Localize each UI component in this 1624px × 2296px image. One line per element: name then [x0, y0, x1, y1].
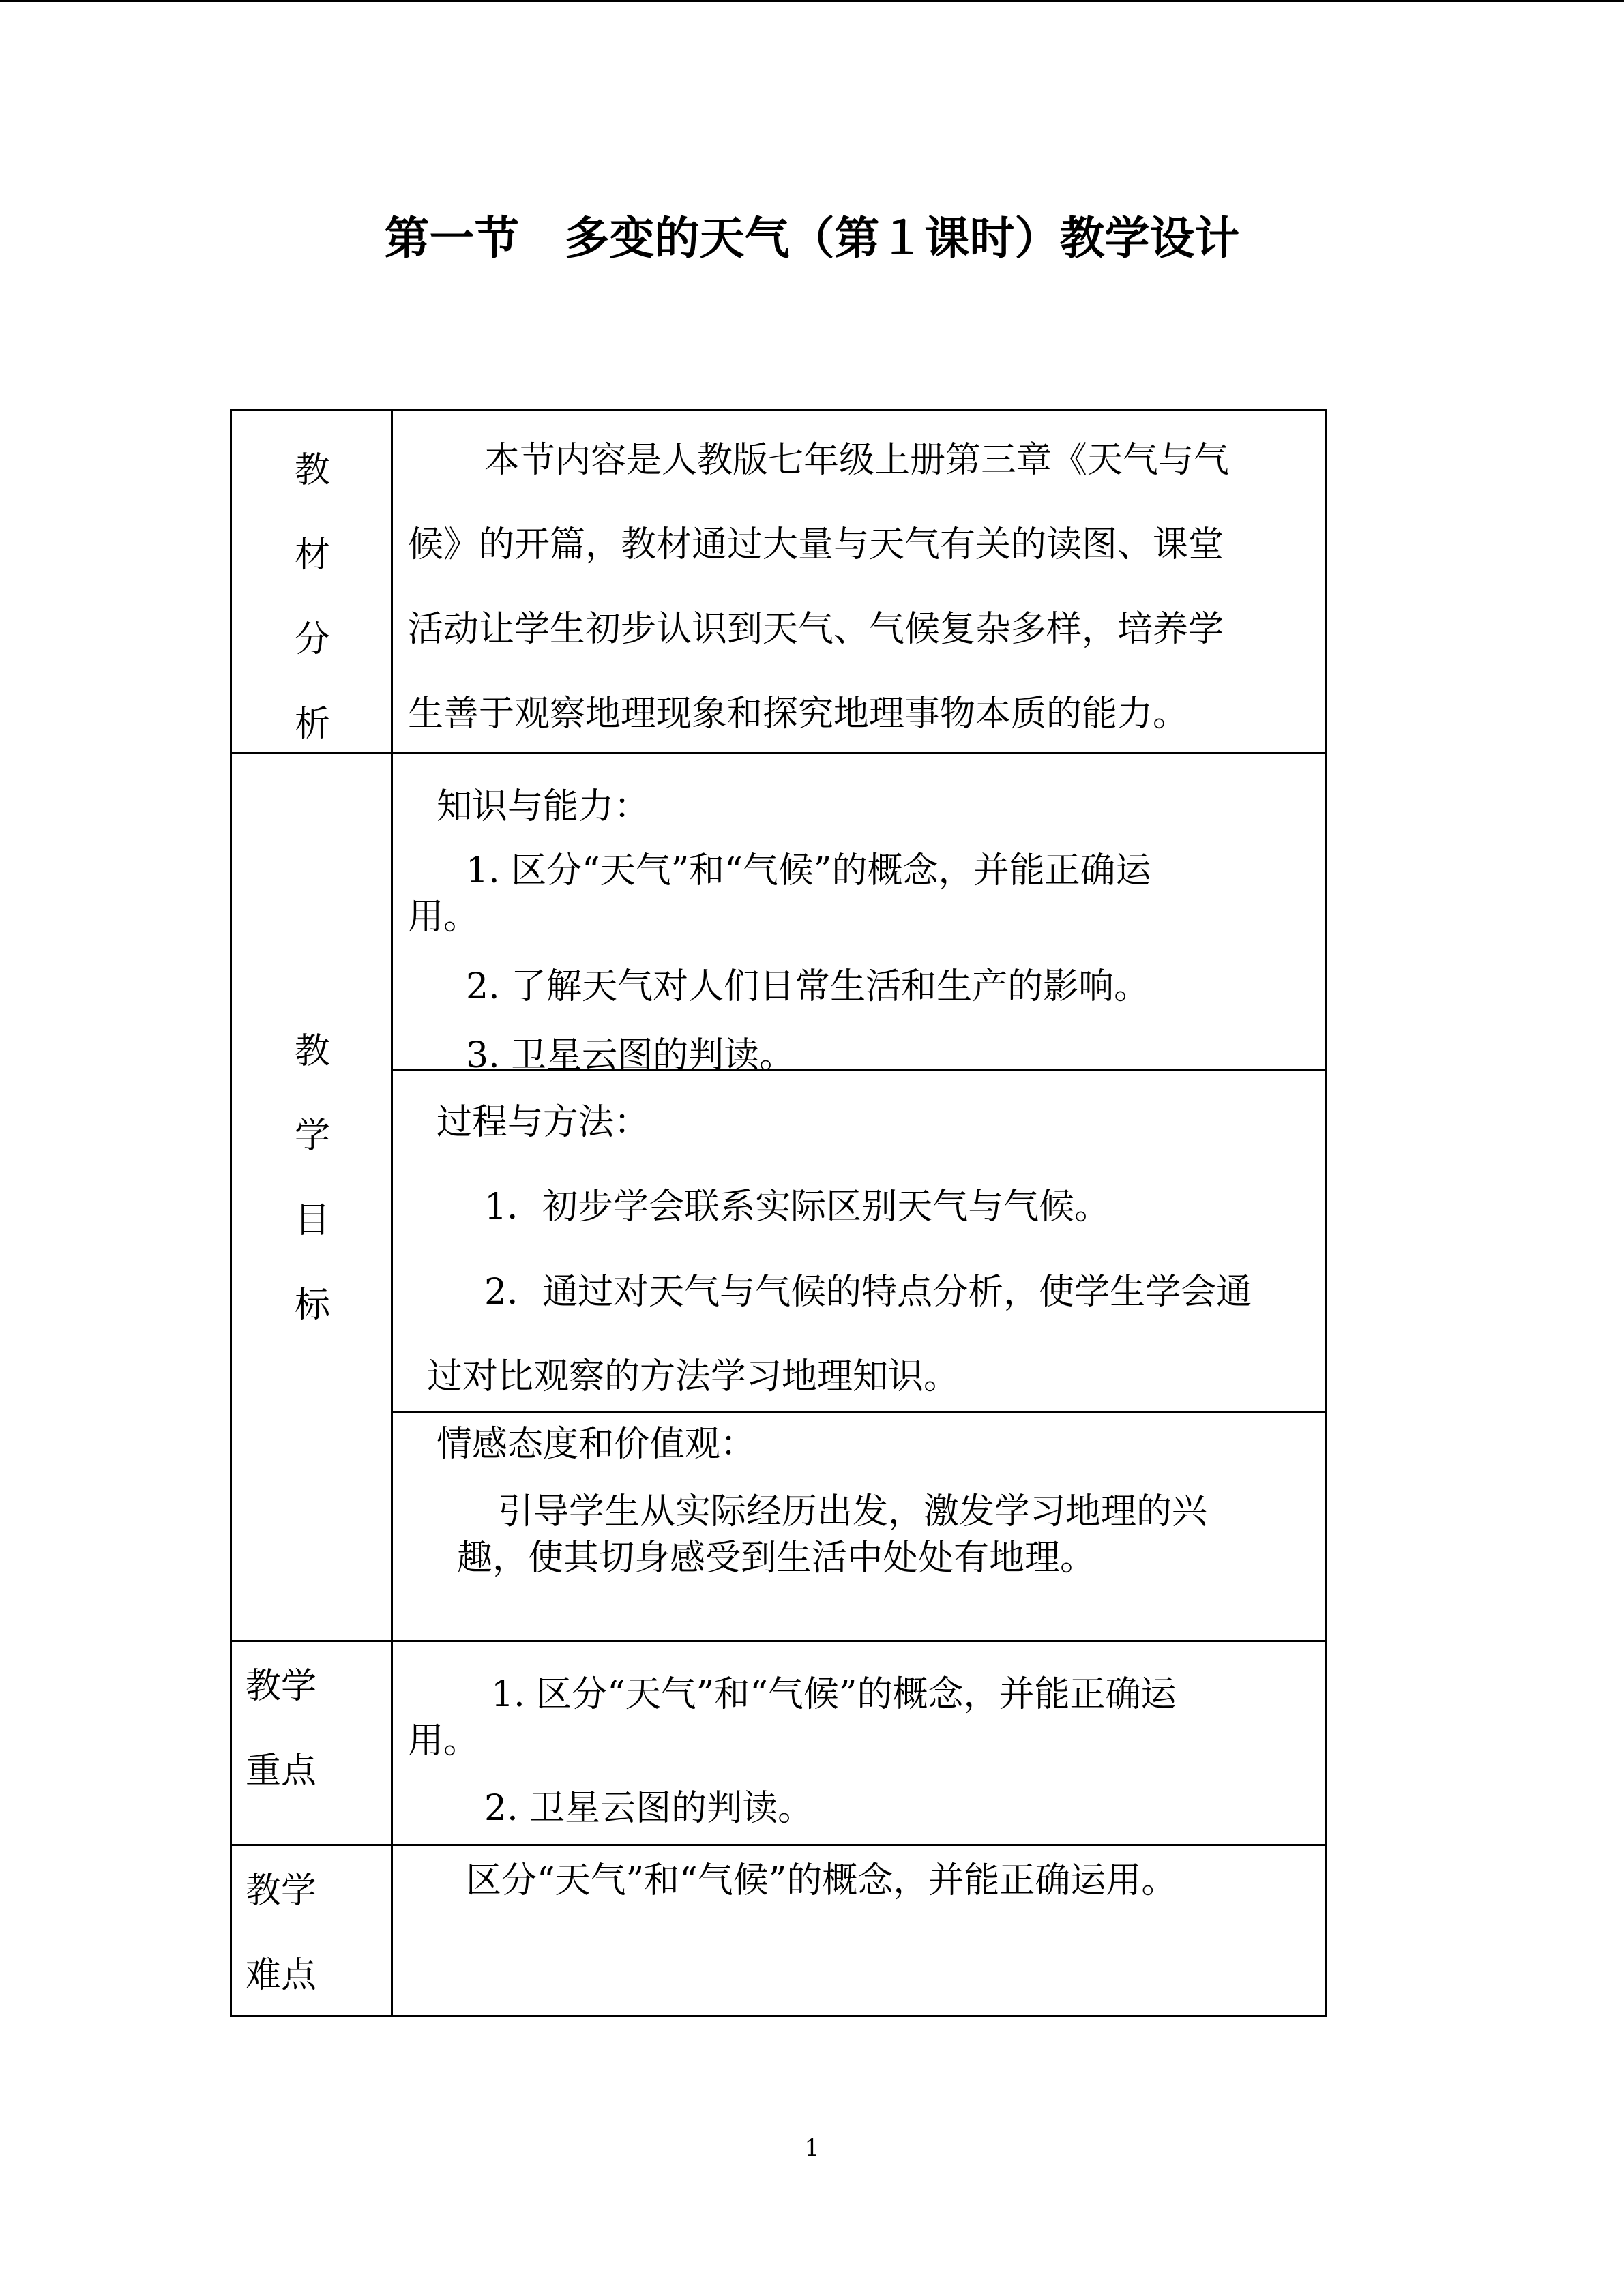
knowledge-item-3: 3. 卫星云图的判读。 — [466, 1035, 795, 1076]
label-char: 教 — [294, 1031, 330, 1072]
analysis-line-2: 候》的开篇，教材通过大量与天气有关的读图、课堂 — [408, 524, 1224, 565]
emotion-line-2: 趣，使其切身感受到生活中处处有地理。 — [457, 1538, 1096, 1579]
label-char: 析 — [294, 704, 330, 745]
process-item-1: 1．初步学会联系实际区别天气与气候。 — [484, 1187, 1110, 1227]
subrow-divider-process — [393, 1411, 1327, 1413]
knowledge-item-1: 1. 区分“天气”和“气候”的概念，并能正确运 — [466, 850, 1151, 891]
label-key-points — [246, 1644, 389, 1813]
label-difficulties — [246, 1849, 389, 2018]
table-top-border — [230, 409, 1327, 411]
label-char: 学 — [294, 1116, 330, 1157]
page-number: 1 — [804, 2134, 820, 2162]
process-heading: 过程与方法： — [437, 1102, 650, 1143]
table-right-border — [1325, 409, 1327, 2017]
label-line: 教学 — [246, 1666, 317, 1707]
table-bottom-border — [230, 2015, 1327, 2017]
analysis-line-1: 本节内容是人教版七年级上册第三章《天气与气 — [484, 440, 1230, 481]
label-line: 教学 — [246, 1870, 317, 1911]
page-title: 第一节 多变的天气（第１课时）教学设计 — [384, 212, 1240, 265]
label-line: 重点 — [246, 1750, 317, 1791]
row-divider-analysis — [230, 752, 1327, 754]
knowledge-item-1-cont: 用。 — [408, 897, 479, 938]
label-teaching-objectives — [232, 1009, 393, 1347]
knowledge-heading: 知识与能力： — [437, 786, 650, 827]
emotion-line-1: 引导学生从实际经历出发，激发学习地理的兴 — [498, 1491, 1208, 1532]
process-item-2-cont: 过对比观察的方法学习地理知识。 — [427, 1356, 960, 1397]
label-textbook-analysis — [232, 428, 393, 766]
knowledge-item-2: 2. 了解天气对人们日常生活和生产的影响。 — [466, 966, 1150, 1007]
analysis-line-4: 生善于观察地理现象和探究地理事物本质的能力。 — [408, 694, 1189, 734]
label-char: 材 — [294, 535, 330, 576]
analysis-line-3: 活动让学生初步认识到天气、气候复杂多样，培养学 — [408, 609, 1224, 650]
keypoint-item-1-cont: 用。 — [408, 1720, 479, 1761]
label-char: 目 — [294, 1200, 330, 1241]
keypoint-item-1: 1. 区分“天气”和“气候”的概念，并能正确运 — [491, 1674, 1177, 1715]
difficulty-text: 区分“天气”和“气候”的概念，并能正确运用。 — [466, 1860, 1177, 1901]
emotion-heading: 情感态度和价值观： — [437, 1424, 756, 1465]
process-item-2: 2．通过对天气与气候的特点分析，使学生学会通 — [484, 1272, 1252, 1313]
label-line: 难点 — [246, 1955, 317, 1996]
label-char: 分 — [294, 619, 330, 660]
keypoint-item-2: 2. 卫星云图的判读。 — [484, 1788, 814, 1829]
top-border-rule — [0, 0, 1624, 2]
row-divider-objectives — [230, 1640, 1327, 1642]
label-char: 教 — [294, 450, 330, 491]
label-char: 标 — [294, 1285, 330, 1326]
row-divider-keypoints — [230, 1844, 1327, 1846]
